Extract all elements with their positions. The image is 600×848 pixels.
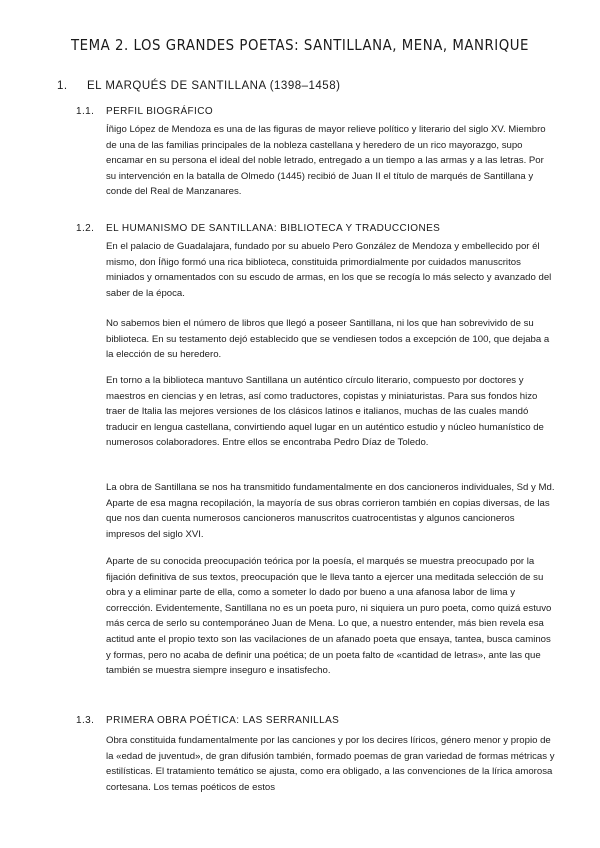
- section-heading-1: [57, 80, 340, 92]
- page-title: TEMA 2. LOS GRANDES POETAS: SANTILLANA, MENA, MANRIQUE: [71, 36, 529, 54]
- paragraph: La obra de Santillana se nos ha transmitido fundamentalmente en dos cancioneros individuales, Sd y Md. Aparte de esa magna recopilación, la mayoría de sus obras corrieron también en copias diversas, de las que nos dan cuenta numerosos cancioneros manuscritos cuatrocentistas y algunos cancioneros impresos del siglo XVI.: [106, 482, 555, 540]
- section-title: EL MARQUÉS DE SANTILLANA (1398–1458): [87, 80, 341, 92]
- subsection-number: 1.3.: [76, 715, 95, 726]
- paragraph: En torno a la biblioteca mantuvo Santillana un auténtico círculo literario, compuesto por doctores y maestros en ciencias y en letras, así como traductores, copistas y miniaturistas. Para sus fondos hizo traer de Italia las mejores versiones de los clásicos latinos e italianos, muchas de las cuales mandó traducir en lengua castellana, convirtiendo aquel lugar en un auténtico estudio y núcleo humanístico de numerosos colaboradores. Entre ellos se encontraba Pedro Díaz de Toledo.: [106, 375, 544, 449]
- subsection-heading-1-3: [76, 715, 339, 726]
- subsection-number: 1.2.: [76, 223, 95, 234]
- subsection-title: PRIMERA OBRA POÉTICA: LAS SERRANILLAS: [106, 715, 340, 726]
- subsection-title: PERFIL BIOGRÁFICO: [106, 106, 214, 117]
- paragraph: En el palacio de Guadalajara, fundado por su abuelo Pero González de Mendoza y embellecido por él mismo, don Íñigo formó una rica biblioteca, constituida primordialmente por cuidados manuscritos miniados y ornamentados con su escudo de armas, en los que se recogía lo más selecto y avanzado del saber de la época.: [106, 241, 552, 299]
- subsection-heading-1-2: [76, 223, 440, 234]
- paragraph: No sabemos bien el número de libros que llegó a poseer Santillana, ni los que han sobrevivido de su biblioteca. En su testamento dejó establecido que se vendiesen todos a excepción de 100, que dejaba a la elección de su heredero.: [106, 318, 550, 361]
- subsection-title: EL HUMANISMO DE SANTILLANA: BIBLIOTECA Y TRADUCCIONES: [106, 223, 441, 234]
- paragraph: Obra constituida fundamentalmente por las canciones y por los decires líricos, género menor y propio de la «edad de juventud», de gran difusión también, formado poemas de gran variedad de formas métricas y estilísticas. El tratamiento temático se ajusta, como era obligado, a las convenciones de la lírica amorosa cortesana. Los temas poéticos de estos: [106, 735, 555, 793]
- paragraph: Aparte de su conocida preocupación teórica por la poesía, el marqués se muestra preocupado por la fijación definitiva de sus textos, preocupación que le lleva tanto a ejercer una meditada selección de su obra y a eliminar parte de ella, como a someter lo dado por bueno a una afanosa labor de lima y corrección. Evidentemente, Santillana no es un poeta puro, ni siquiera un puro poeta, como quizá estuvo más cerca de serlo su contemporáneo Juan de Mena. Lo que, a nuestro entender, más bien revela esa actitud ante el propio texto son las vacilaciones de un afanado poeta que ensaya, tantea, busca caminos y formas, pero no acaba de definir una poética; de un poeta falto de «cantidad de letras», ante las que también se muestra siempre inseguro e insatisfecho.: [106, 556, 552, 677]
- paragraph: Íñigo López de Mendoza es una de las figuras de mayor relieve político y literario del siglo XV. Miembro de una de las familias principales de la nobleza castellana y heredero de un rico mayorazgo, supo encamar en su persona el ideal del noble letrado, entregado a un tiempo a las armas y a las letras. Por su intervención en la batalla de Olmedo (1445) recibió de Juan II el título de marqués de Santillana y conde del Real de Manzanares.: [106, 124, 546, 198]
- subsection-heading-1-1: [76, 106, 213, 117]
- subsection-number: 1.1.: [76, 106, 95, 117]
- section-number: 1.: [57, 80, 68, 92]
